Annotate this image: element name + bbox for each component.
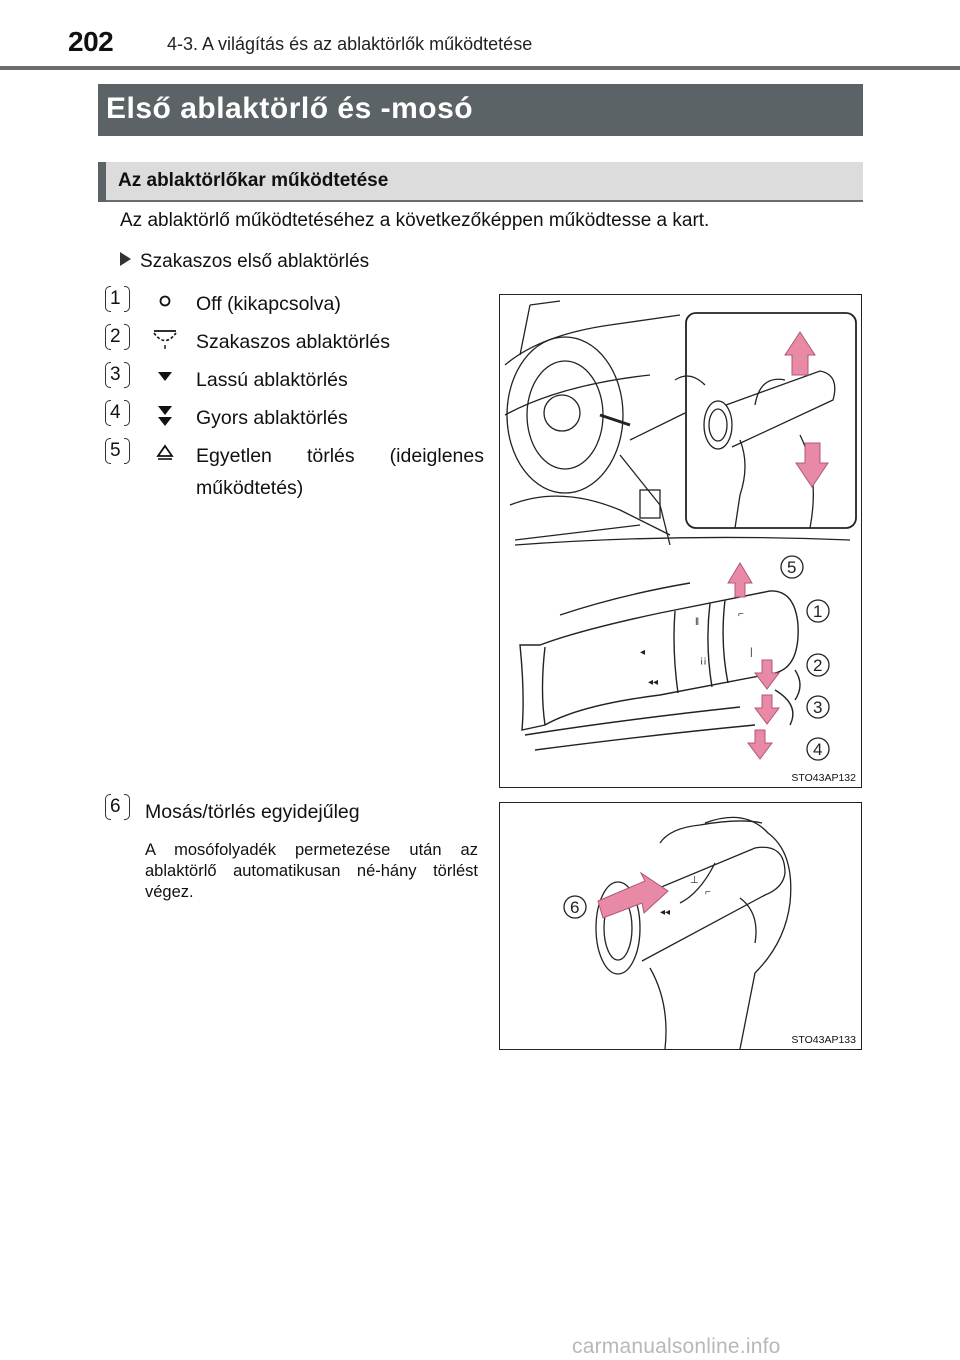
double-down-triangle-icon bbox=[152, 402, 178, 430]
callout-4: 4 bbox=[813, 740, 823, 759]
wiper-lever-illustration bbox=[500, 295, 861, 787]
item-text-3: Lassú ablaktörlés bbox=[196, 369, 348, 391]
svg-text:|: | bbox=[750, 647, 753, 658]
arrow-down-4 bbox=[748, 730, 772, 759]
intermittent-wiper-icon bbox=[150, 326, 180, 350]
svg-text:⊥: ⊥ bbox=[690, 875, 699, 886]
item-number-3: 3 bbox=[104, 362, 128, 388]
page-number: 202 bbox=[68, 26, 114, 57]
item-text-1: Off (kikapcsolva) bbox=[196, 293, 341, 315]
item-text-4: Gyors ablaktörlés bbox=[196, 407, 348, 429]
svg-text:⌐: ⌐ bbox=[705, 887, 711, 898]
svg-text:◂◂: ◂◂ bbox=[648, 677, 659, 688]
off-circle-icon bbox=[152, 288, 178, 312]
washer-lever-illustration bbox=[500, 803, 861, 1049]
figure-wiper-lever bbox=[499, 294, 862, 788]
bullet-heading bbox=[120, 251, 369, 273]
arrow-pull-6 bbox=[598, 873, 671, 918]
svg-text:◂: ◂ bbox=[640, 647, 646, 658]
item-number-1: 1 bbox=[104, 286, 128, 312]
item-number-6: 6 bbox=[104, 794, 128, 820]
bullet-text: Szakaszos első ablaktörlés bbox=[140, 251, 370, 272]
item-text-5: Egyetlen törlés (ideiglenes működtetés) bbox=[196, 445, 484, 499]
arrow-down-2 bbox=[755, 660, 779, 689]
figure-1-code: STO43AP132 bbox=[791, 772, 856, 784]
item-6-detail: A mosófolyadék permetezése után az ablaktörlő automatikusan né-hány törlést végez. bbox=[145, 841, 478, 901]
watermark: carmanualsonline.info bbox=[572, 1335, 781, 1358]
item-text-6: Mosás/törlés egyidejűleg bbox=[145, 801, 360, 823]
section-title: Első ablaktörlő és -mosó bbox=[106, 92, 474, 125]
section-banner bbox=[98, 84, 863, 136]
header-rule bbox=[0, 66, 960, 70]
item-number-5: 5 bbox=[104, 438, 128, 464]
bullet-triangle-icon bbox=[120, 252, 131, 266]
figure-2-code: STO43AP133 bbox=[791, 1034, 856, 1046]
figure-washer-lever bbox=[499, 802, 862, 1050]
svg-text:◂◂: ◂◂ bbox=[660, 907, 671, 918]
item-text-2: Szakaszos ablaktörlés bbox=[196, 331, 391, 353]
item-number-2: 2 bbox=[104, 324, 128, 350]
svg-text:⌐: ⌐ bbox=[738, 609, 744, 620]
single-down-triangle-icon bbox=[152, 364, 178, 388]
svg-text:‖: ‖ bbox=[695, 617, 700, 628]
callout-5: 5 bbox=[787, 558, 797, 577]
intro-text: Az ablaktörlő működtetéséhez a következőképpen működtesse a kart. bbox=[120, 210, 710, 231]
item-number-4: 4 bbox=[104, 400, 128, 426]
arrow-up-5 bbox=[728, 563, 752, 597]
subsection-title: Az ablaktörlőkar működtetése bbox=[118, 170, 389, 191]
callout-6: 6 bbox=[570, 898, 580, 917]
subsection-banner bbox=[98, 162, 863, 202]
callout-2: 2 bbox=[813, 656, 823, 675]
arrow-down-3 bbox=[755, 695, 779, 724]
up-triangle-icon bbox=[152, 440, 178, 464]
chapter-title: 4-3. A világítás és az ablaktörlők működtetése bbox=[167, 34, 533, 54]
callout-1: 1 bbox=[813, 602, 823, 621]
svg-text:¡¡: ¡¡ bbox=[700, 655, 707, 666]
callout-3: 3 bbox=[813, 698, 823, 717]
